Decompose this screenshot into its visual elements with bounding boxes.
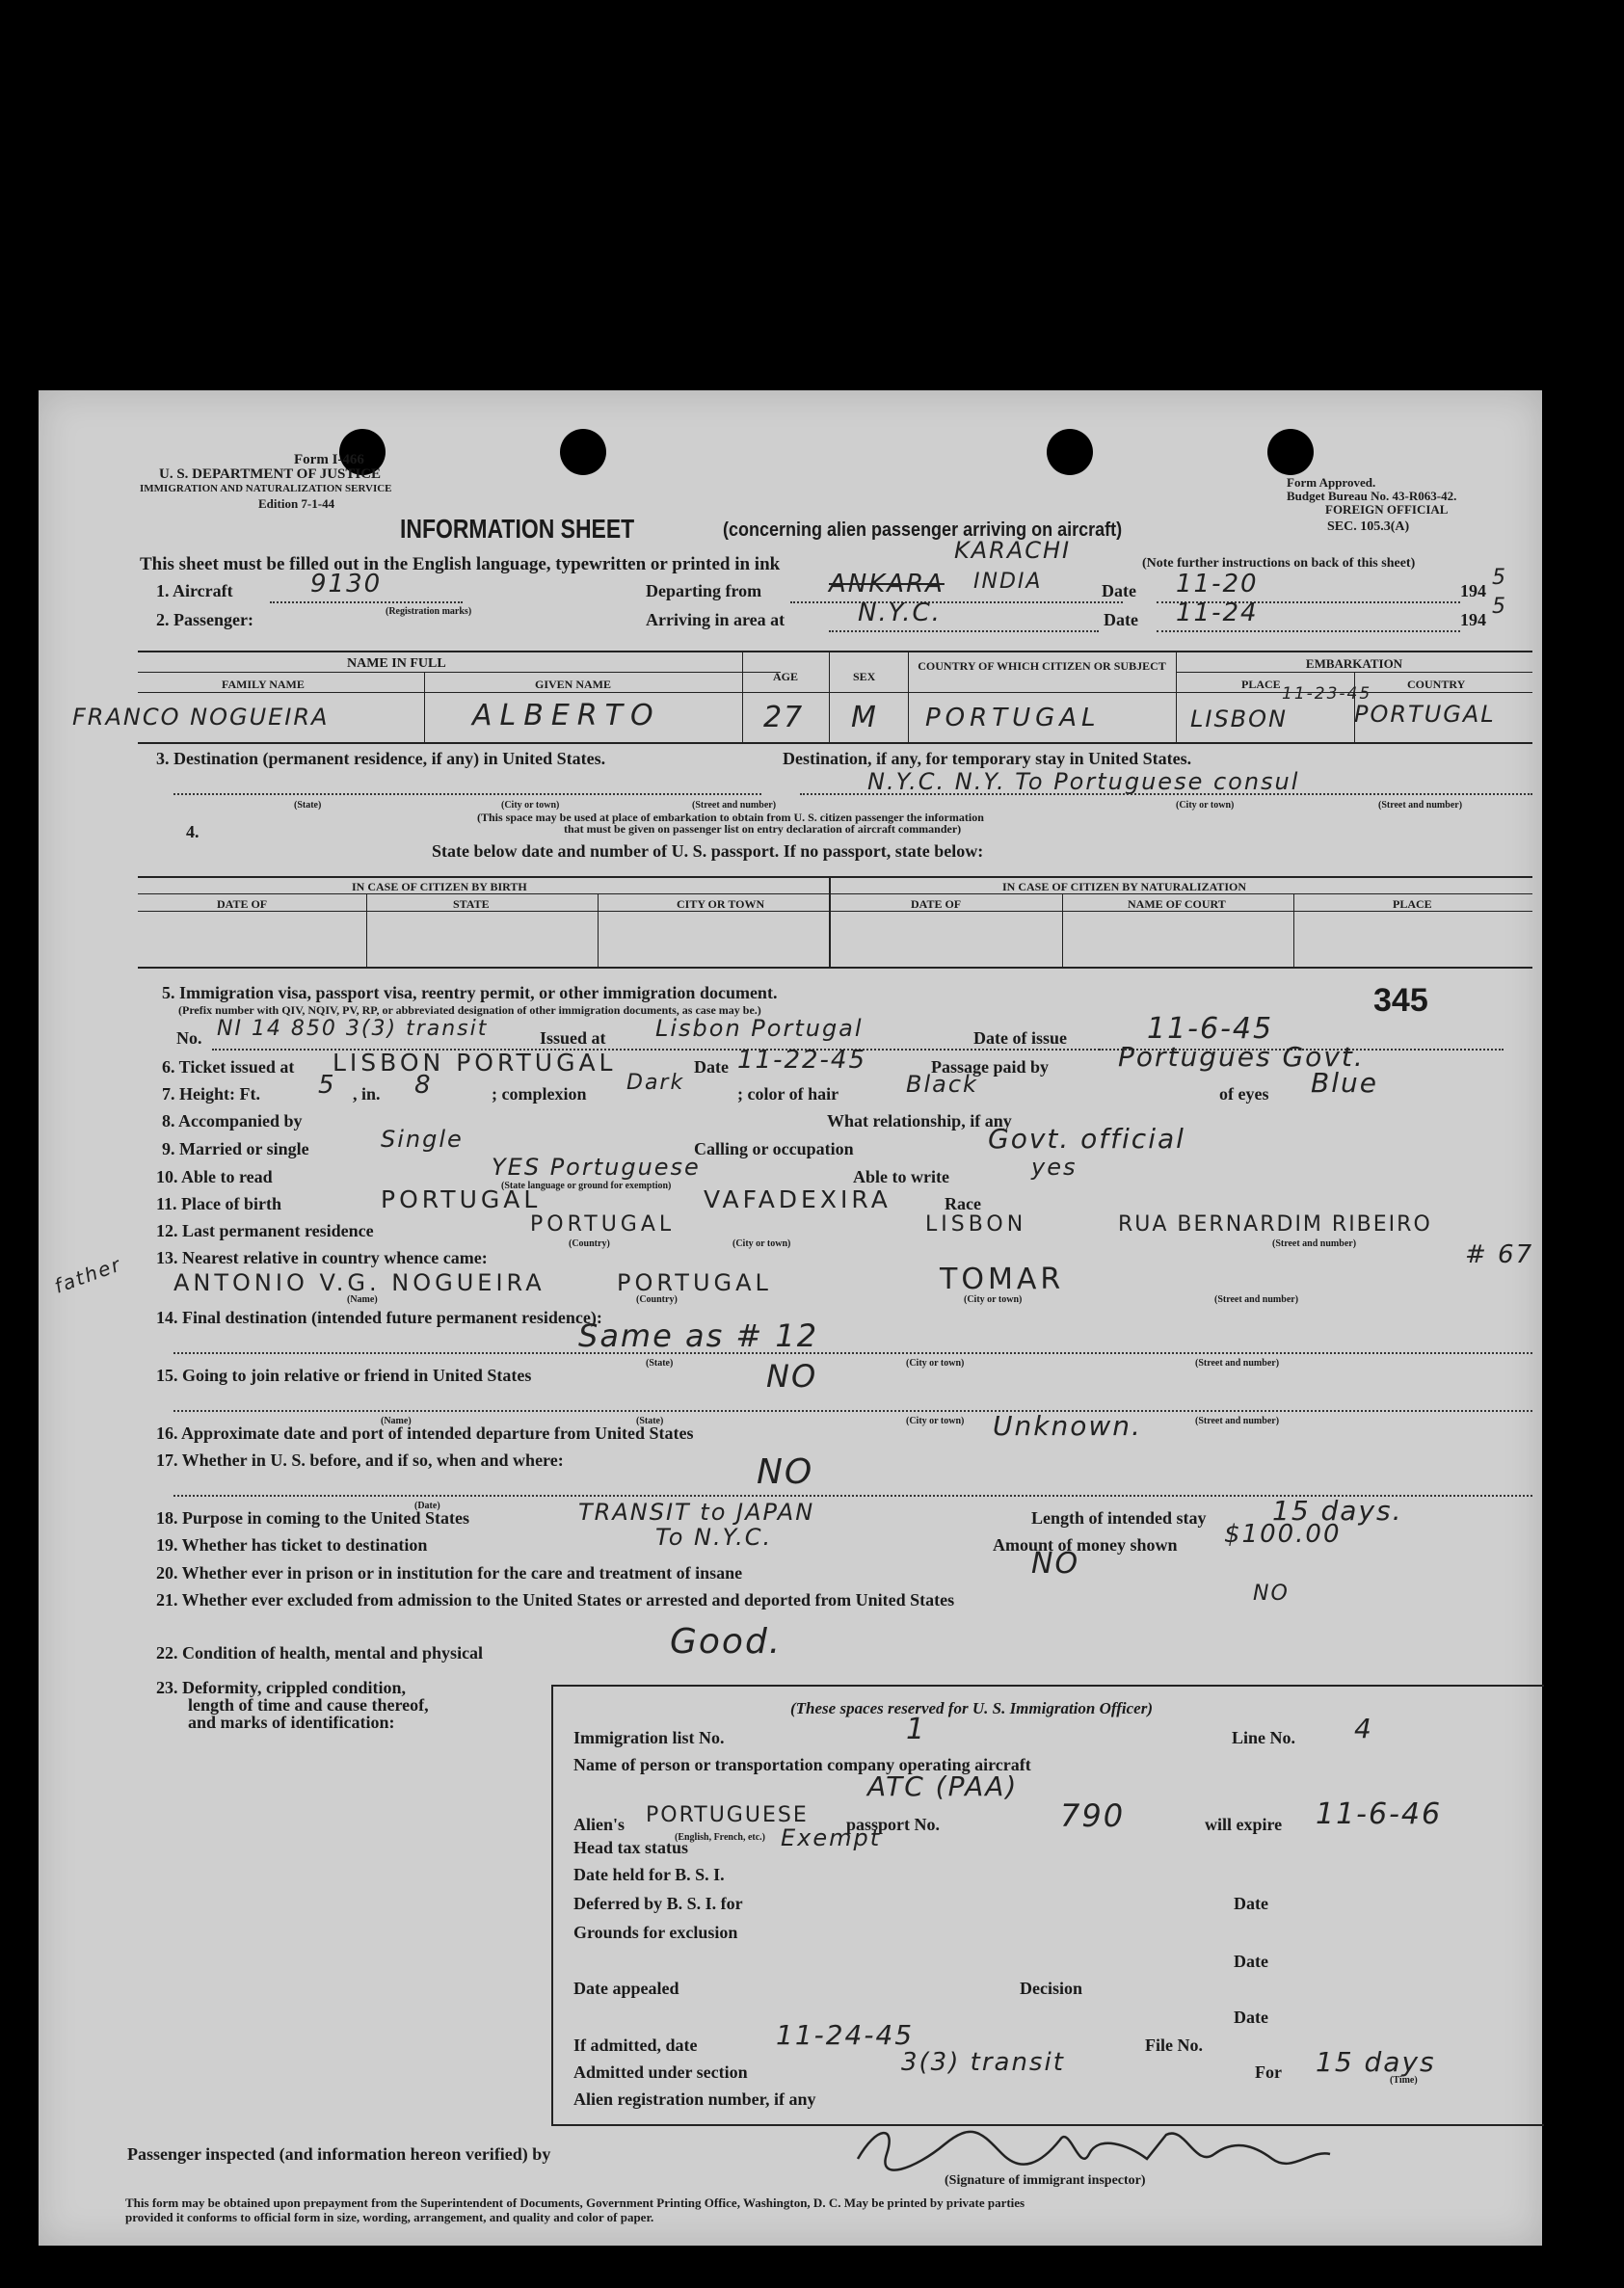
citizen-header: COUNTRY OF WHICH CITIZEN OR SUBJECT: [918, 659, 1166, 673]
ticket-issued-at-value: LISBON PORTUGAL: [333, 1049, 617, 1077]
operator-label: Name of person or transportation company operating aircraft: [573, 1755, 1031, 1774]
footer-fine-print-1: This form may be obtained upon prepayment from the Superintendent of Documents, Government Printing Office, Washington, D. C. May be printed by private parties: [125, 2195, 1025, 2210]
street-caption: (Street and number): [692, 800, 777, 811]
item-6-label: 6. Ticket issued at: [162, 1057, 295, 1077]
birth-city-value: VAFADEXIRA: [704, 1185, 892, 1213]
departing-value: INDIA: [973, 570, 1043, 594]
occupation-value: Govt. official: [988, 1123, 1185, 1155]
year-prefix-2: 194: [1460, 610, 1486, 629]
naturalization-header: IN CASE OF CITIZEN BY NATURALIZATION: [1002, 880, 1247, 893]
able-to-read-value: YES Portuguese: [492, 1154, 701, 1181]
operator-value: ATC (PAA): [867, 1770, 1019, 1802]
item-18-label: 18. Purpose in coming to the United States: [156, 1508, 469, 1528]
edition: Edition 7-1-44: [258, 496, 335, 511]
eyes-value: Blue: [1311, 1067, 1378, 1099]
city-caption-15: (City or town): [906, 1416, 965, 1426]
eyes-label: of eyes: [1219, 1084, 1269, 1104]
form-number: Form I-466: [294, 452, 364, 467]
item-9-label: 9. Married or single: [162, 1139, 309, 1158]
for-label: For: [1255, 2062, 1282, 2082]
item-4-note-1: (This space may be used at place of embarkation to obtain from U. S. citizen passenger the information: [477, 811, 984, 824]
arrive-date: 11-24: [1176, 599, 1259, 627]
expire-label: will expire: [1205, 1815, 1283, 1834]
item-10-label: 10. Able to read: [156, 1167, 273, 1186]
ticket-date-label: Date: [694, 1057, 729, 1077]
budget-bureau: Budget Bureau No. 43-R063-42.: [1287, 489, 1457, 503]
form-approved: Form Approved.: [1287, 475, 1376, 490]
relationship-label: What relationship, if any: [827, 1111, 1012, 1131]
passenger-label: 2. Passenger:: [156, 610, 253, 629]
admitted-section-label: Admitted under section: [573, 2062, 748, 2082]
officer-box-title: (These spaces reserved for U. S. Immigration Officer): [790, 1699, 1154, 1717]
visa-number-value: NI 14 850 3(3) transit: [217, 1017, 489, 1041]
embarkation-place: LISBON: [1190, 705, 1288, 732]
service: IMMIGRATION AND NATURALIZATION SERVICE: [140, 483, 392, 494]
excluded-value: NO: [1253, 1582, 1290, 1606]
family-name-header: FAMILY NAME: [222, 678, 305, 691]
col-place: PLACE: [1393, 897, 1432, 911]
punch-hole: [1047, 429, 1093, 475]
marital-value: Single: [381, 1126, 464, 1153]
money-shown-label: Amount of money shown: [993, 1535, 1178, 1555]
able-to-write-label: Able to write: [853, 1167, 949, 1186]
item-4-note-2: that must be given on passenger list on entry declaration of aircraft commander): [564, 822, 962, 836]
issued-at-label: Issued at: [540, 1028, 606, 1048]
join-relative-value: NO: [766, 1358, 818, 1395]
city-caption-13: (City or town): [964, 1294, 1023, 1305]
prison-value: NO: [1031, 1547, 1080, 1581]
passport-no-value: 790: [1060, 1797, 1126, 1834]
karachi-handwritten: KARACHI: [954, 537, 1072, 564]
embarkation-header: EMBARKATION: [1305, 656, 1403, 671]
name-caption: (Name): [347, 1294, 378, 1305]
depart-date: 11-20: [1176, 570, 1259, 599]
purpose-value: TRANSIT to JAPAN: [578, 1499, 815, 1526]
country-header: COUNTRY: [1407, 678, 1466, 691]
street-caption-15: (Street and number): [1195, 1416, 1280, 1426]
instruction-text: This sheet must be filled out in the English language, typewritten or printed in ink: [140, 554, 781, 574]
punch-hole: [1267, 429, 1314, 475]
nationality-note: (English, French, etc.): [675, 1832, 765, 1843]
departure-value: Unknown.: [993, 1410, 1142, 1442]
alien-registration-label: Alien registration number, if any: [573, 2089, 816, 2109]
issue-date-value: 11-6-45: [1147, 1012, 1274, 1046]
aircraft-label: 1. Aircraft: [156, 581, 233, 600]
residence-city-value: LISBON: [925, 1212, 1027, 1237]
date-caption-17: (Date): [414, 1501, 440, 1511]
arriving-value: N.Y.C.: [858, 599, 942, 627]
item-21-label: 21. Whether ever excluded from admission to the United States or arrested and deported from United States: [156, 1590, 955, 1610]
col-date-of-2: DATE OF: [911, 897, 962, 911]
form-sheet: [39, 390, 1542, 2246]
col-date-of-1: DATE OF: [217, 897, 268, 911]
aircraft-value: 9130: [310, 570, 383, 599]
item-13-label: 13. Nearest relative in country whence came:: [156, 1248, 488, 1267]
street-caption-12: (Street and number): [1272, 1238, 1357, 1249]
passage-paid-label: Passage paid by: [931, 1057, 1050, 1077]
item-23-label-c: and marks of identification:: [188, 1713, 395, 1732]
city-caption-12: (City or town): [732, 1238, 791, 1249]
item-22-label: 22. Condition of health, mental and physical: [156, 1643, 484, 1663]
family-name-value: FRANCO NOGUEIRA: [72, 704, 330, 731]
relative-country-value: PORTUGAL: [617, 1269, 772, 1296]
item-16-label: 16. Approximate date and port of intended departure from United States: [156, 1423, 694, 1443]
name-in-full-header: NAME IN FULL: [347, 656, 446, 671]
decision-label: Decision: [1020, 1979, 1082, 1998]
complexion-label: ; complexion: [492, 1084, 587, 1104]
departing-struck: ANKARA: [829, 570, 945, 599]
note-back: (Note further instructions on back of this sheet): [1142, 556, 1416, 571]
country-caption-13: (Country): [636, 1294, 678, 1305]
item-20-label: 20. Whether ever in prison or in institution for the care and treatment of insane: [156, 1563, 743, 1583]
foreign-official-stamp: FOREIGN OFFICIAL: [1325, 502, 1449, 517]
state-caption-15: (State): [636, 1416, 664, 1426]
deferred-bsi-label: Deferred by B. S. I. for: [573, 1894, 743, 1913]
date-label-2: Date: [1104, 610, 1138, 629]
age-value: 27: [763, 701, 805, 734]
sex-header: SEX: [853, 670, 876, 683]
signature-caption: (Signature of immigrant inspector): [945, 2173, 1146, 2188]
final-destination-value: Same as # 12: [578, 1317, 819, 1354]
year-digit-1: 5: [1492, 566, 1507, 590]
country-caption: (Country): [569, 1238, 610, 1249]
temp-destination-label: Destination, if any, for temporary stay in United States.: [783, 749, 1192, 768]
height-in-value: 8: [414, 1071, 433, 1100]
issue-date-label: Date of issue: [973, 1028, 1067, 1048]
height-in-label: , in.: [353, 1084, 381, 1104]
head-tax-label: Head tax status: [573, 1838, 689, 1857]
inspected-by-label: Passenger inspected (and information hereon verified) by: [127, 2144, 551, 2164]
admitted-date-label: If admitted, date: [573, 2035, 698, 2055]
length-of-stay-value: 15 days.: [1272, 1495, 1403, 1527]
date-appealed-label: Date appealed: [573, 1979, 679, 1998]
sex-value: M: [851, 701, 878, 734]
name-caption-15: (Name): [381, 1416, 412, 1426]
item-8-label: 8. Accompanied by: [162, 1111, 303, 1131]
hair-label: ; color of hair: [737, 1084, 839, 1104]
residence-street-value: RUA BERNARDIM RIBEIRO: [1118, 1212, 1432, 1237]
arriving-label: Arriving in area at: [646, 610, 785, 629]
margin-note-father: father: [51, 1252, 125, 1298]
immigration-list-value: 1: [906, 1713, 927, 1746]
money-shown-value: $100.00: [1224, 1520, 1342, 1549]
street-caption-13: (Street and number): [1214, 1294, 1299, 1305]
item-23-label-b: length of time and cause thereof,: [188, 1695, 429, 1715]
section-stamp: SEC. 105.3(A): [1327, 519, 1410, 534]
length-of-stay-label: Length of intended stay: [1031, 1508, 1207, 1528]
item-14-label: 14. Final destination (intended future permanent residence):: [156, 1308, 602, 1327]
for-value: 15 days: [1316, 2046, 1436, 2078]
year-prefix-1: 194: [1460, 581, 1486, 600]
stamp-number-345: 345: [1373, 982, 1428, 1019]
able-to-write-value: yes: [1031, 1154, 1078, 1181]
embarkation-country: PORTUGAL: [1354, 701, 1496, 728]
admitted-section-value: 3(3) transit: [901, 2048, 1065, 2077]
punch-hole: [560, 429, 606, 475]
birth-country-value: PORTUGAL: [381, 1185, 542, 1213]
footer-fine-print-2: provided it conforms to official form in size, wording, arrangement, and quality and color of paper.: [125, 2210, 654, 2224]
given-name-header: GIVEN NAME: [535, 678, 612, 691]
item-15-label: 15. Going to join relative or friend in United States: [156, 1366, 532, 1385]
in-us-before-value: NO: [757, 1452, 814, 1492]
deferred-date-label: Date: [1234, 1894, 1268, 1913]
occupation-label: Calling or occupation: [694, 1139, 854, 1158]
ticket-date-value: 11-22-45: [737, 1046, 867, 1075]
state-caption-14: (State): [646, 1358, 674, 1369]
street-caption-2: (Street and number): [1378, 800, 1463, 811]
ticket-destination-value: To N.Y.C.: [655, 1524, 773, 1551]
given-name-value: ALBERTO: [472, 699, 661, 732]
place-header: PLACE: [1241, 678, 1281, 691]
immigration-list-label: Immigration list No.: [573, 1728, 725, 1747]
col-city-or-town: CITY OR TOWN: [677, 897, 765, 911]
aliens-label: Alien's: [573, 1815, 626, 1834]
passage-paid-value: Portugues Govt.: [1118, 1041, 1365, 1073]
form-subtitle: (concerning alien passenger arriving on aircraft): [723, 519, 1123, 541]
line-no-value: 4: [1354, 1713, 1373, 1744]
item-23-label-a: 23. Deformity, crippled condition,: [156, 1678, 406, 1697]
residence-number-value: # 67: [1465, 1240, 1534, 1269]
age-header: AGE: [773, 670, 799, 683]
form-title: INFORMATION SHEET: [400, 514, 635, 544]
residence-country-value: PORTUGAL: [530, 1212, 676, 1237]
item-4-number: 4.: [186, 822, 200, 841]
held-bsi-label: Date held for B. S. I.: [573, 1865, 725, 1884]
item-17-label: 17. Whether in U. S. before, and if so, when and where:: [156, 1450, 564, 1470]
date-label-1: Date: [1102, 581, 1136, 600]
departing-label: Departing from: [646, 581, 762, 600]
embarkation-date: 11-23-45: [1282, 684, 1372, 704]
item-12-label: 12. Last permanent residence: [156, 1221, 374, 1240]
admitted-date-value: 11-24-45: [776, 2019, 915, 2051]
passport-line: State below date and number of U. S. passport. If no passport, state below:: [432, 841, 984, 861]
visa-no-label: No.: [176, 1028, 202, 1048]
head-tax-value: Exempt: [781, 1824, 882, 1851]
col-state: STATE: [453, 897, 490, 911]
item-5-note: (Prefix number with QIV, NQIV, PV, RP, or abbreviated designation of other immigration documents, as case may be.): [178, 1003, 761, 1017]
grounds-date-label: Date: [1234, 1952, 1268, 1971]
department: U. S. DEPARTMENT OF JUSTICE: [159, 466, 382, 482]
time-caption: (Time): [1390, 2075, 1418, 2086]
state-caption: (State): [294, 800, 322, 811]
passport-no-label: passport No.: [846, 1815, 941, 1834]
birth-header: IN CASE OF CITIZEN BY BIRTH: [352, 880, 527, 893]
registration-marks-label: (Registration marks): [386, 606, 472, 617]
read-note: (State language or ground for exemption): [501, 1181, 672, 1191]
destination-label: 3. Destination (permanent residence, if any) in United States.: [156, 749, 606, 768]
hair-value: Black: [906, 1071, 978, 1098]
complexion-value: Dark: [626, 1071, 685, 1095]
issued-at-value: Lisbon Portugal: [655, 1015, 864, 1042]
item-7-label: 7. Height: Ft.: [162, 1084, 260, 1104]
file-no-label: File No.: [1145, 2035, 1203, 2055]
item-19-label: 19. Whether has ticket to destination: [156, 1535, 428, 1555]
relative-city-value: TOMAR: [940, 1263, 1065, 1296]
temp-destination-value: N.Y.C. N.Y. To Portuguese consul: [867, 768, 1300, 795]
street-caption-14: (Street and number): [1195, 1358, 1280, 1369]
year-digit-2: 5: [1492, 595, 1507, 619]
nationality-value: PORTUGUESE: [646, 1803, 809, 1827]
expire-value: 11-6-46: [1316, 1797, 1443, 1831]
city-caption-14: (City or town): [906, 1358, 965, 1369]
health-value: Good.: [670, 1622, 783, 1662]
nearest-relative-value: ANTONIO V.G. NOGUEIRA: [173, 1269, 546, 1296]
line-no-label: Line No.: [1232, 1728, 1296, 1747]
grounds-label: Grounds for exclusion: [573, 1923, 738, 1942]
item-5-label: 5. Immigration visa, passport visa, reentry permit, or other immigration document.: [162, 983, 778, 1002]
col-name-of-court: NAME OF COURT: [1128, 897, 1226, 911]
decision-date-label: Date: [1234, 2008, 1268, 2027]
city-caption: (City or town): [501, 800, 560, 811]
item-11-label: 11. Place of birth: [156, 1194, 281, 1213]
city-caption-2: (City or town): [1176, 800, 1235, 811]
citizen-value: PORTUGAL: [925, 704, 1101, 732]
race-label: Race: [945, 1194, 981, 1213]
height-ft-value: 5: [318, 1071, 336, 1100]
